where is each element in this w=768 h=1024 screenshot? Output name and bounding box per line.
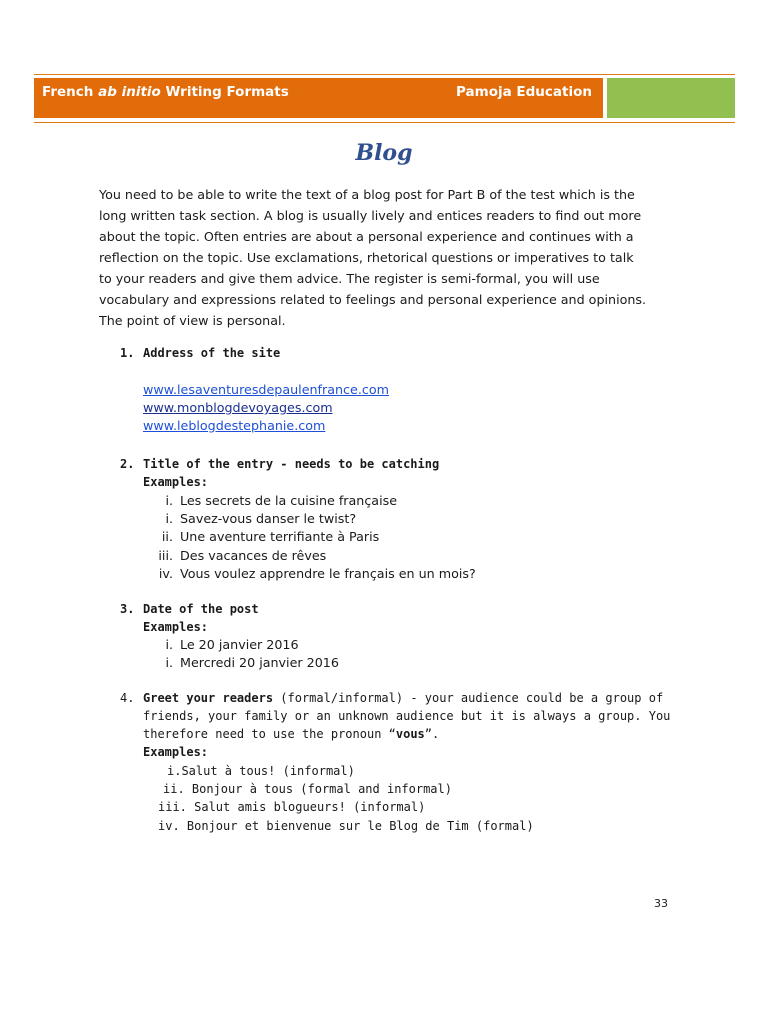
page-title: Blog [355, 140, 413, 166]
header-bar [34, 78, 603, 118]
header-accent-block [607, 78, 735, 118]
section-4-line-1: Greet your readers (formal/informal) - your audience could be a group of [143, 691, 664, 705]
site-link-2[interactable]: www.monblogdevoyages.com [143, 400, 333, 415]
section-2-heading: Title of the entry - needs to be catching [143, 457, 440, 471]
site-link-1[interactable]: www.lesaventuresdepaulenfrance.com [143, 382, 389, 397]
intro-line: reflection on the topic. Use exclamations, rhetorical questions or imperatives to talk [99, 250, 634, 265]
page-number: 33 [654, 897, 668, 910]
section-2-number: 2. [120, 457, 135, 471]
list-item: iii. Des vacances de rêves [158, 548, 327, 563]
section-4-heading: Greet your readers [143, 691, 274, 705]
intro-line: You need to be able to write the text of a blog post for Part B of the test which is the [99, 187, 635, 202]
list-item: ii. Bonjour à tous (formal and informal) [163, 782, 452, 796]
site-link-3[interactable]: www.leblogdestephanie.com [143, 418, 326, 433]
section-4-examples-label: Examples: [143, 745, 209, 759]
section-3-heading: Date of the post [143, 602, 259, 616]
list-item: i. Mercredi 20 janvier 2016 [165, 655, 339, 670]
section-4-line-3: therefore need to use the pronoun “vous”. [143, 727, 440, 741]
section-1-number: 1. [120, 346, 135, 360]
header-top-rule [34, 74, 735, 75]
section-4-number: 4. [120, 691, 135, 705]
section-3-number: 3. [120, 602, 135, 616]
list-item: i.Salut à tous! (informal) [167, 764, 355, 778]
intro-line: long written task section. A blog is usually lively and entices readers to find out more [99, 208, 642, 223]
section-3-examples-label: Examples: [143, 620, 209, 634]
intro-line: about the topic. Often entries are about a personal experience and continues with a [99, 229, 634, 244]
section-2-examples-label: Examples: [143, 475, 209, 489]
intro-line: to your readers and give them advice. The register is semi-formal, you will use [99, 271, 600, 286]
intro-paragraph [99, 184, 679, 331]
list-item: i. Le 20 janvier 2016 [165, 637, 299, 652]
list-item: i. Les secrets de la cuisine française [165, 493, 398, 508]
header-title: French ab initio Writing Formats [42, 84, 289, 100]
list-item: ii. Une aventure terrifiante à Paris [161, 529, 380, 544]
list-item: iii. Salut amis blogueurs! (informal) [158, 800, 426, 814]
section-4-line-2: friends, your family or an unknown audience but it is always a group. You [143, 709, 671, 723]
intro-line: The point of view is personal. [99, 313, 286, 328]
section-1-heading: Address of the site [143, 346, 281, 360]
intro-line: vocabulary and expressions related to feelings and personal experience and opinions. [99, 292, 647, 307]
header-bottom-rule [34, 122, 735, 123]
list-item: iv. Bonjour et bienvenue sur le Blog de Tim (formal) [158, 819, 534, 833]
list-item: iv. Vous voulez apprendre le français en un mois? [158, 566, 476, 581]
header-publisher: Pamoja Education [456, 84, 592, 100]
list-item: i. Savez-vous danser le twist? [165, 511, 357, 526]
